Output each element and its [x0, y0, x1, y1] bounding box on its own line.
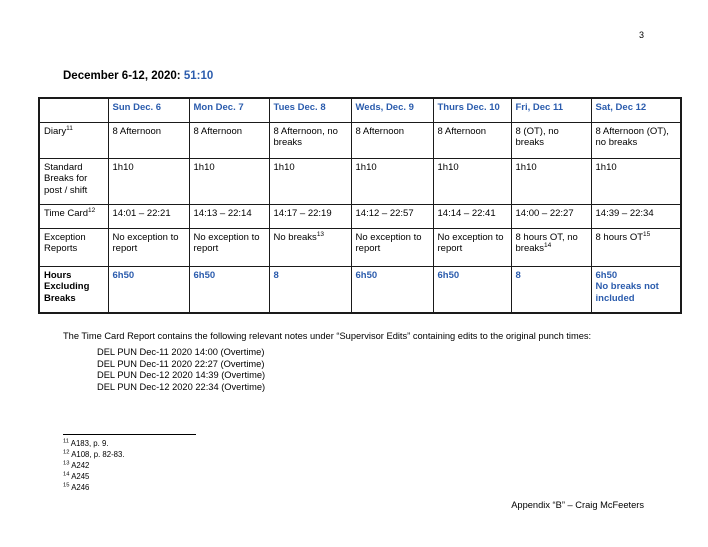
table-cell: 6h50 [189, 266, 269, 313]
footnote-separator [63, 434, 196, 435]
footnote-number: 15 [63, 482, 70, 489]
punch-edit-item: DEL PUN Dec-12 2020 22:34 (Overtime) [97, 382, 266, 393]
column-header [39, 98, 108, 122]
table-cell: 1h10 [511, 158, 591, 204]
table-cell: 8 Afternoon [189, 122, 269, 158]
table-header-row [39, 98, 681, 122]
table-row [39, 122, 681, 158]
table-cell: 6h50 [351, 266, 433, 313]
page-title [63, 70, 213, 82]
table-row [39, 158, 681, 204]
column-header: Tues Dec. 8 [269, 98, 351, 122]
table-cell: No breaks$^{13}$ [269, 228, 351, 266]
table-cell: 8 Afternoon (OT), no breaks [591, 122, 681, 158]
column-header: Mon Dec. 7 [189, 98, 269, 122]
column-header: Weds, Dec. 9 [351, 98, 433, 122]
table-cell: 1h10 [269, 158, 351, 204]
table-cell: 8 [269, 266, 351, 313]
table-row [39, 204, 681, 228]
punch-edit-item: DEL PUN Dec-11 2020 14:00 (Overtime) [97, 347, 265, 357]
row-label: Standard Breaks for post / shift [39, 158, 108, 204]
footnote-ref: 14 [544, 241, 552, 249]
footnote-ref: 11 [66, 124, 73, 132]
footnote-item: $^{15}$ A246 [63, 482, 90, 492]
date-range-label: December 6-12, 2020: [63, 70, 181, 82]
column-header: Fri, Dec 11 [511, 98, 591, 122]
table-cell: 6h50 [433, 266, 511, 313]
table-row [39, 228, 681, 266]
table-cell: 14:39 – 22:34 [591, 204, 681, 228]
footnote-ref: 15 [643, 230, 651, 238]
appendix-footer: Appendix “B” – Craig McFeeters [511, 500, 644, 510]
table-cell: 14:00 – 22:27 [511, 204, 591, 228]
column-header: Sun Dec. 6 [108, 98, 189, 122]
table-cell: 1h10 [189, 158, 269, 204]
row-label: Time Card$^{12}$ [39, 204, 108, 228]
table-cell: No exception to report [351, 228, 433, 266]
table-cell: 6h50 [108, 266, 189, 313]
footnote-item: $^{12}$ A108, p. 82-83. [63, 449, 125, 459]
table-cell: 8 Afternoon, no breaks [269, 122, 351, 158]
table-cell: 6h50 No breaks not included [591, 266, 681, 313]
punch-edit-item: DEL PUN Dec-12 2020 14:39 (Overtime) [97, 370, 266, 381]
table-row [39, 266, 681, 313]
table-cell: 8 Afternoon [433, 122, 511, 158]
footnote-number: 12 [63, 449, 70, 456]
schedule-table [38, 97, 682, 314]
footnote-item: $^{14}$ A245 [63, 471, 90, 481]
table-cell: 8 hours OT, no breaks$^{14}$ [511, 228, 591, 266]
column-header: Thurs Dec. 10 [433, 98, 511, 122]
row-label: Exception Reports [39, 228, 108, 266]
table-body [39, 122, 681, 313]
supervisor-edits-note: The Time Card Report contains the following relevant notes under “Supervisor Edits” containing edits to the original punch times: [63, 331, 592, 341]
row-label: Hours Excluding Breaks [39, 266, 108, 313]
table-cell: 14:17 – 22:19 [269, 204, 351, 228]
total-hours-value: 51:10 [183, 70, 214, 82]
table-cell: 8 hours OT$^{15}$ [591, 228, 681, 266]
table-cell: 1h10 [108, 158, 189, 204]
table-cell: No exception to report [433, 228, 511, 266]
table-cell: No exception to report [189, 228, 269, 266]
table-cell: 1h10 [433, 158, 511, 204]
footnote-number: 14 [63, 471, 70, 478]
table-cell: 14:12 – 22:57 [351, 204, 433, 228]
table-cell: 14:14 – 22:41 [433, 204, 511, 228]
row-label: Diary$^{11}$ [39, 122, 108, 158]
footnote-ref: 12 [88, 206, 96, 214]
table-cell: 14:01 – 22:21 [108, 204, 189, 228]
table-header [39, 98, 681, 122]
table-cell: 8 Afternoon [108, 122, 189, 158]
footnote-item: $^{11}$ A183, p. 9. [63, 438, 109, 448]
footnote-number: 13 [63, 460, 70, 467]
punch-edit-list [97, 347, 265, 394]
footnote-ref: 13 [316, 230, 325, 238]
footnote-number: 11 [63, 438, 70, 445]
schedule-table-container [38, 97, 682, 314]
table-cell: 8 [511, 266, 591, 313]
table-cell: No exception to report [108, 228, 189, 266]
table-cell: 8 (OT), no breaks [511, 122, 591, 158]
punch-edit-item: DEL PUN Dec-11 2020 22:27 (Overtime) [97, 358, 265, 369]
footnote-item: $^{13}$ A242 [63, 460, 90, 470]
table-cell: 8 Afternoon [351, 122, 433, 158]
table-cell: 14:13 – 22:14 [189, 204, 269, 228]
column-header: Sat, Dec 12 [591, 98, 681, 122]
page-number: 3 [638, 30, 644, 40]
table-cell: 1h10 [351, 158, 433, 204]
table-cell: 1h10 [591, 158, 681, 204]
footnotes [63, 439, 125, 494]
